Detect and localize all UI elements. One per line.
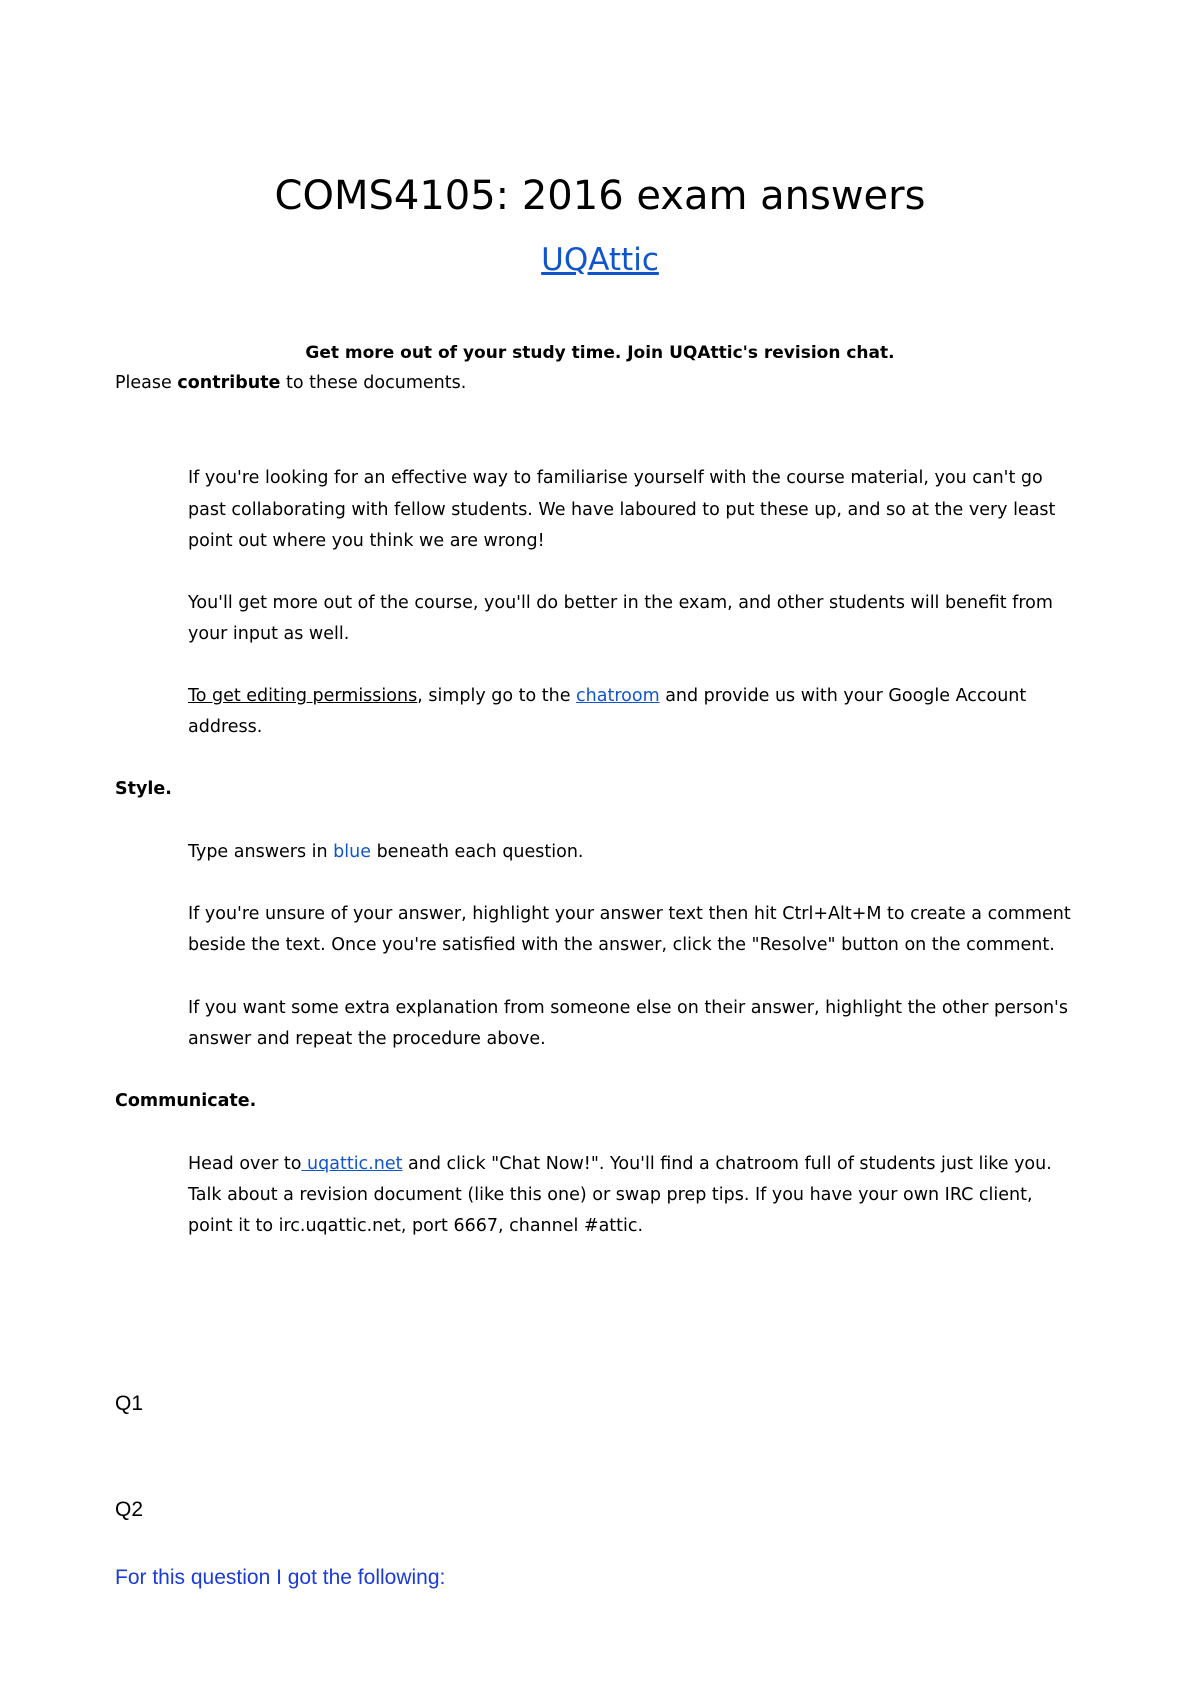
style-p1-prefix: Type answers in — [188, 842, 334, 862]
communicate-suffix: and click "Chat Now!". You'll find a chatroom full of students just like you. — [402, 1154, 1052, 1174]
question-1-heading: Q1 — [115, 1392, 144, 1415]
p3-middle: , simply go to the — [417, 686, 577, 706]
uqattic-net-link[interactable]: uqattic.net — [301, 1154, 403, 1174]
chatroom-link[interactable]: chatroom — [576, 686, 660, 706]
contribute-p2-line1: You'll get more out of the course, you'll do better in the exam, and other students will benefit from — [188, 593, 1053, 613]
contribute-p1-line2: past collaborating with fellow students. We have laboured to put these up, and so at the very least — [188, 500, 1056, 520]
contribute-p1-line3: point out where you think we are wrong! — [188, 531, 545, 551]
style-heading: Style. — [115, 779, 172, 799]
communicate-line2: Talk about a revision document (like this one) or swap prep tips. If you have your own IRC client, — [188, 1185, 1033, 1205]
intro-line — [115, 367, 466, 399]
communicate-heading: Communicate. — [115, 1091, 257, 1111]
editing-permissions-text: To get editing permissions — [188, 686, 418, 706]
communicate-line1 — [188, 1148, 1052, 1180]
uqattic-link[interactable]: UQAttic — [541, 242, 659, 278]
subtitle-container — [0, 240, 1200, 280]
intro-contribute: contribute — [177, 373, 281, 393]
style-p1 — [188, 836, 584, 868]
style-p3-line1: If you want some extra explanation from someone else on their answer, highlight the other person's — [188, 998, 1068, 1018]
question-2-answer: For this question I got the following: — [115, 1566, 446, 1589]
intro-prefix: Please — [115, 373, 178, 393]
style-p1-suffix: beneath each question. — [371, 842, 584, 862]
contribute-p3-line1 — [188, 680, 1026, 712]
question-2-heading: Q2 — [115, 1498, 144, 1521]
tagline: Get more out of your study time. Join UQAttic's revision chat. — [305, 343, 895, 363]
style-p3-line2: answer and repeat the procedure above. — [188, 1029, 546, 1049]
style-blue-word: blue — [333, 842, 372, 862]
document-title: COMS4105: 2016 exam answers — [274, 173, 926, 219]
style-p2-line2: beside the text. Once you're satisfied with the answer, click the "Resolve" button on the comment. — [188, 935, 1055, 955]
intro-suffix: to these documents. — [280, 373, 467, 393]
contribute-p2-line2: your input as well. — [188, 624, 350, 644]
p3-end: and provide us with your Google Account — [659, 686, 1027, 706]
style-p2-line1: If you're unsure of your answer, highlight your answer text then hit Ctrl+Alt+M to create a comment — [188, 904, 1071, 924]
communicate-prefix: Head over to — [188, 1154, 302, 1174]
communicate-line3: point it to irc.uqattic.net, port 6667, channel #attic. — [188, 1216, 644, 1236]
contribute-p1-line1: If you're looking for an effective way to familiarise yourself with the course material, you can't go — [188, 468, 1043, 488]
contribute-p3-line2: address. — [188, 717, 263, 737]
